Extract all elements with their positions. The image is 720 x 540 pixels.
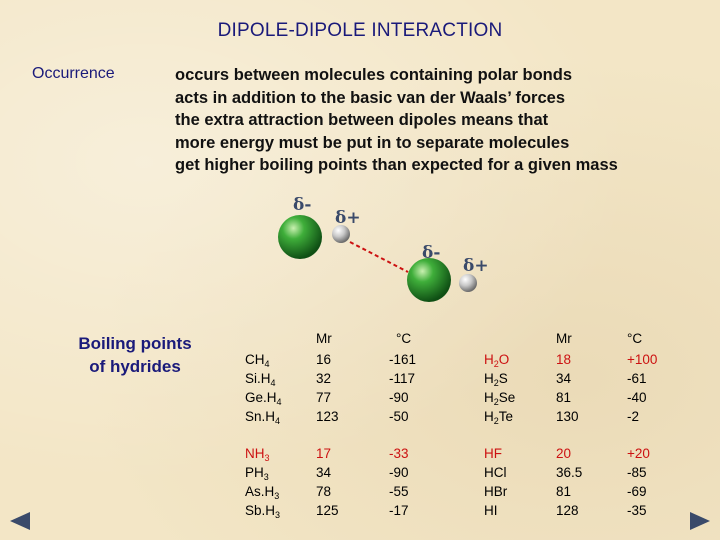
slide-title: DIPOLE-DIPOLE INTERACTION [217, 20, 503, 41]
header-mr: Mr [316, 331, 332, 346]
table-cell: 77 [316, 390, 332, 405]
table-cell: -69 [627, 484, 647, 499]
table-cell: 130 [556, 409, 579, 424]
group14-mr [316, 350, 339, 426]
table-cell: -50 [389, 409, 409, 424]
formula-cell [484, 388, 515, 407]
table-cell: 78 [316, 484, 332, 499]
group15-formulas [245, 444, 280, 520]
table-cell: 81 [556, 484, 572, 499]
table-cell: 125 [316, 503, 339, 518]
formula-main: Si.H [245, 371, 271, 386]
formula-cell [245, 482, 280, 501]
table-cell: 32 [316, 371, 332, 386]
header-mr: Mr [556, 331, 572, 346]
formula-cell [245, 463, 280, 482]
boiling-points-label-line: of hydrides [89, 357, 181, 376]
table-cell: 34 [316, 465, 332, 480]
table-cell: 36.5 [556, 465, 583, 480]
table-cell: 16 [316, 352, 332, 367]
delta-plus-label-2: δ+ [463, 256, 489, 276]
table-cell: -117 [389, 371, 416, 386]
occurrence-line: more energy must be put in to separate molecules [175, 133, 570, 152]
formula-cell [245, 388, 282, 407]
formula-main: HI [484, 503, 498, 518]
table-cell: -35 [627, 503, 647, 518]
formula-cell [245, 501, 280, 520]
molecule-2-small-atom [459, 274, 477, 292]
formula-main: HCl [484, 465, 507, 480]
formula-main: H [484, 371, 494, 386]
formula-main: Sn.H [245, 409, 276, 424]
table-cell: +100 [627, 352, 658, 367]
formula-tail: Te [498, 409, 514, 424]
occurrence-line: occurs between molecules containing polar bonds [175, 66, 572, 84]
formula-cell [484, 444, 507, 463]
table-cell: 128 [556, 503, 579, 518]
formula-main: As.H [245, 484, 275, 499]
table-cell: -40 [627, 390, 647, 405]
table-cell: +20 [627, 446, 650, 461]
boiling-points-label-line: Boiling points [78, 334, 192, 353]
formula-cell [484, 350, 515, 369]
table-cell: 17 [316, 446, 332, 461]
previous-slide-icon[interactable] [10, 512, 30, 530]
formula-cell [484, 407, 515, 426]
occurrence-line: the extra attraction between dipoles means that [175, 111, 549, 129]
table-cell: -90 [389, 465, 409, 480]
group15-mr [316, 444, 339, 520]
formula-subscript: 4 [264, 359, 270, 369]
formula-tail: Se [498, 390, 516, 405]
next-slide-icon[interactable] [690, 512, 710, 530]
table-cell: 20 [556, 446, 572, 461]
header-celsius: °C [627, 331, 643, 346]
group16-mr [556, 350, 579, 426]
formula-main: Ge.H [245, 390, 277, 405]
occurrence-label: Occurrence [32, 65, 115, 82]
group14-formulas [245, 350, 282, 426]
formula-main: NH [245, 446, 265, 461]
occurrence-line: get higher boiling points than expected for a given mass [175, 156, 618, 174]
formula-main: HF [484, 446, 502, 461]
formula-main: HBr [484, 484, 508, 499]
formula-tail: O [498, 352, 510, 367]
delta-plus-label-1: δ+ [335, 208, 361, 228]
formula-main: Sb.H [245, 503, 276, 518]
table-cell: -33 [389, 446, 409, 461]
formula-cell [484, 463, 507, 482]
formula-cell [484, 369, 515, 388]
formula-main: H [484, 352, 494, 367]
header-celsius: °C [396, 331, 412, 346]
table-cell: -161 [389, 352, 417, 367]
dipole-diagram [260, 190, 500, 315]
formula-main: H [484, 409, 494, 424]
formula-cell [245, 350, 282, 369]
group17-bp [627, 444, 650, 520]
formula-main: H [484, 390, 494, 405]
table-cell: -90 [389, 390, 409, 405]
table-cell: -61 [627, 371, 647, 386]
formula-subscript: 3 [263, 472, 269, 482]
formula-subscript: 4 [270, 378, 276, 388]
formula-subscript: 4 [276, 397, 282, 407]
delta-minus-label-2: δ- [422, 243, 441, 263]
formula-subscript: 3 [275, 510, 281, 520]
molecule-2-large-atom [407, 258, 451, 302]
table-cell: 18 [556, 352, 572, 367]
formula-subscript: 3 [274, 491, 280, 501]
group15-bp [389, 444, 409, 520]
group17-formulas [484, 444, 507, 520]
formula-subscript: 2 [493, 378, 499, 388]
formula-cell [245, 444, 280, 463]
table-cell: -55 [389, 484, 409, 499]
formula-subscript: 3 [264, 453, 270, 463]
table-cell: -2 [627, 409, 640, 424]
table-cell: 123 [316, 409, 339, 424]
dipole-attraction-line [350, 242, 408, 272]
table-cell: 81 [556, 390, 572, 405]
delta-minus-label-1: δ- [293, 195, 312, 215]
formula-subscript: 2 [493, 416, 499, 426]
formula-tail: S [498, 371, 508, 386]
formula-subscript: 4 [275, 416, 281, 426]
formula-main: CH [245, 352, 265, 367]
group16-formulas [484, 350, 515, 426]
table-cell: -85 [627, 465, 647, 480]
molecule-1-large-atom [278, 215, 322, 259]
occurrence-text [175, 64, 618, 177]
formula-subscript: 2 [493, 397, 499, 407]
formula-cell [484, 501, 507, 520]
group16-bp [627, 350, 657, 426]
formula-subscript: 2 [493, 359, 499, 369]
group14-bp [389, 350, 416, 426]
table-cell: 34 [556, 371, 572, 386]
group17-mr [556, 444, 582, 520]
table-cell: -17 [389, 503, 409, 518]
formula-cell [484, 482, 507, 501]
formula-cell [245, 407, 282, 426]
formula-main: PH [245, 465, 264, 480]
occurrence-line: acts in addition to the basic van der Waals’ forces [175, 88, 565, 107]
boiling-points-label [60, 332, 210, 378]
formula-cell [245, 369, 282, 388]
